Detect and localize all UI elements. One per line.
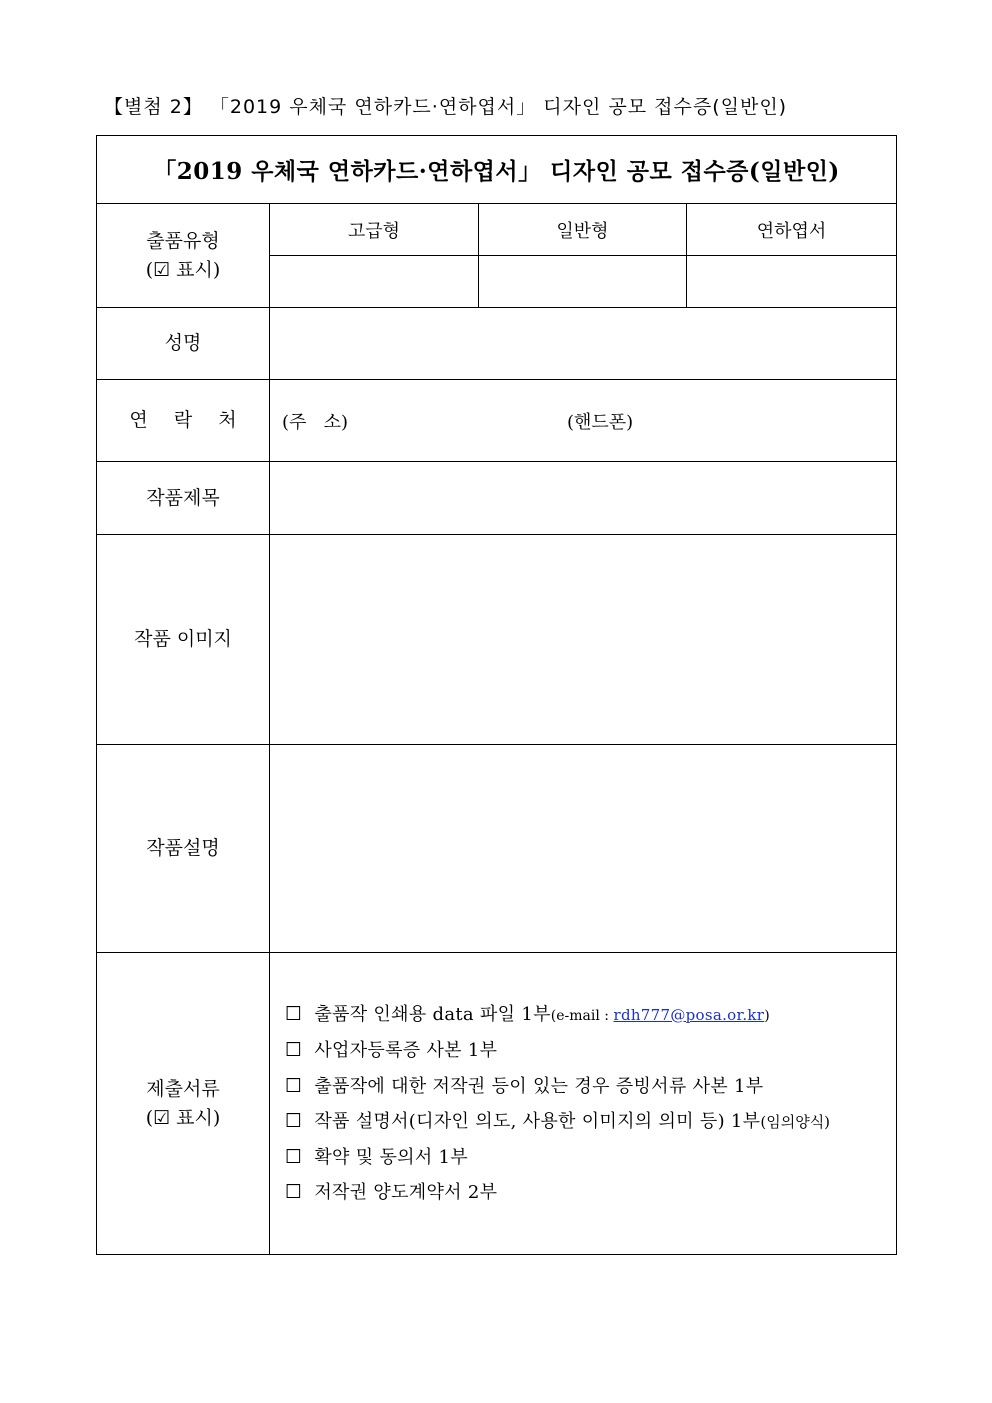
document-item-text: 작품 설명서(디자인 의도, 사용한 이미지의 의미 등) 1부 — [314, 1111, 761, 1132]
application-form-table — [96, 135, 897, 1255]
document-item — [285, 1140, 896, 1176]
documents-field — [270, 953, 897, 1255]
document-item-note: (임의양식) — [760, 1113, 831, 1131]
work-description-field[interactable] — [270, 745, 897, 953]
attachment-header: 【별첨 2】 「2019 우체국 연하카드·연하엽서」 디자인 공모 접수증(일반인) — [104, 96, 788, 118]
documents-label — [97, 953, 270, 1255]
document-item-text: 사업자등록증 사본 1부 — [314, 1040, 498, 1061]
work-title-field[interactable] — [270, 462, 897, 535]
document-item — [285, 997, 896, 1034]
documents-label-line1: 제출서류 — [146, 1077, 220, 1100]
work-description-label: 작품설명 — [97, 745, 270, 953]
contact-field[interactable] — [270, 380, 897, 462]
document-item — [285, 1104, 896, 1140]
contact-label: 연 락 처 — [97, 380, 270, 462]
checkbox-icon[interactable]: ☐ — [285, 1145, 303, 1168]
document-item-text: 저작권 양도계약서 2부 — [314, 1182, 498, 1203]
checkbox-icon[interactable]: ☐ — [285, 1039, 303, 1061]
document-item — [285, 1175, 896, 1211]
checkbox-icon[interactable]: ☐ — [285, 1110, 303, 1132]
document-item — [285, 1069, 896, 1105]
documents-list — [270, 997, 896, 1211]
document-item-text: 출품작 인쇄용 data 파일 1부 — [314, 1003, 551, 1025]
entry-type-label-line2: (☑ 표시) — [145, 258, 221, 281]
email-note-close: ) — [764, 1007, 770, 1024]
checkbox-icon[interactable]: ☐ — [285, 1002, 303, 1025]
email-link[interactable]: rdh777@posa.or.kr — [613, 1005, 765, 1024]
documents-label-line2: (☑ 표시) — [145, 1106, 221, 1129]
entry-type-check-standard[interactable] — [479, 256, 687, 308]
phone-label: (핸드폰) — [567, 412, 634, 433]
checkbox-icon[interactable]: ☐ — [285, 1181, 303, 1203]
entry-type-option-standard: 일반형 — [479, 204, 687, 256]
entry-type-check-premium[interactable] — [270, 256, 479, 308]
name-field[interactable] — [270, 308, 897, 380]
entry-type-label — [97, 204, 270, 308]
entry-type-option-postcard: 연하엽서 — [687, 204, 897, 256]
name-label: 성명 — [97, 308, 270, 380]
document-item — [285, 1033, 896, 1069]
entry-type-check-postcard[interactable] — [687, 256, 897, 308]
work-image-label: 작품 이미지 — [97, 535, 270, 745]
work-image-field[interactable] — [270, 535, 897, 745]
work-title-label: 작품제목 — [97, 462, 270, 535]
checkbox-icon[interactable]: ☐ — [285, 1074, 303, 1097]
form-title: 「2019 우체국 연하카드·연하엽서」 디자인 공모 접수증(일반인) — [97, 136, 897, 204]
entry-type-label-line1: 출품유형 — [146, 229, 220, 252]
address-label: (주 소) — [282, 412, 348, 433]
document-item-text: 출품작에 대한 저작권 등이 있는 경우 증빙서류 사본 1부 — [314, 1075, 764, 1097]
entry-type-option-premium: 고급형 — [270, 204, 479, 256]
document-item-text: 확약 및 동의서 1부 — [314, 1146, 468, 1168]
email-note-open: (e-mail : — [550, 1007, 614, 1024]
